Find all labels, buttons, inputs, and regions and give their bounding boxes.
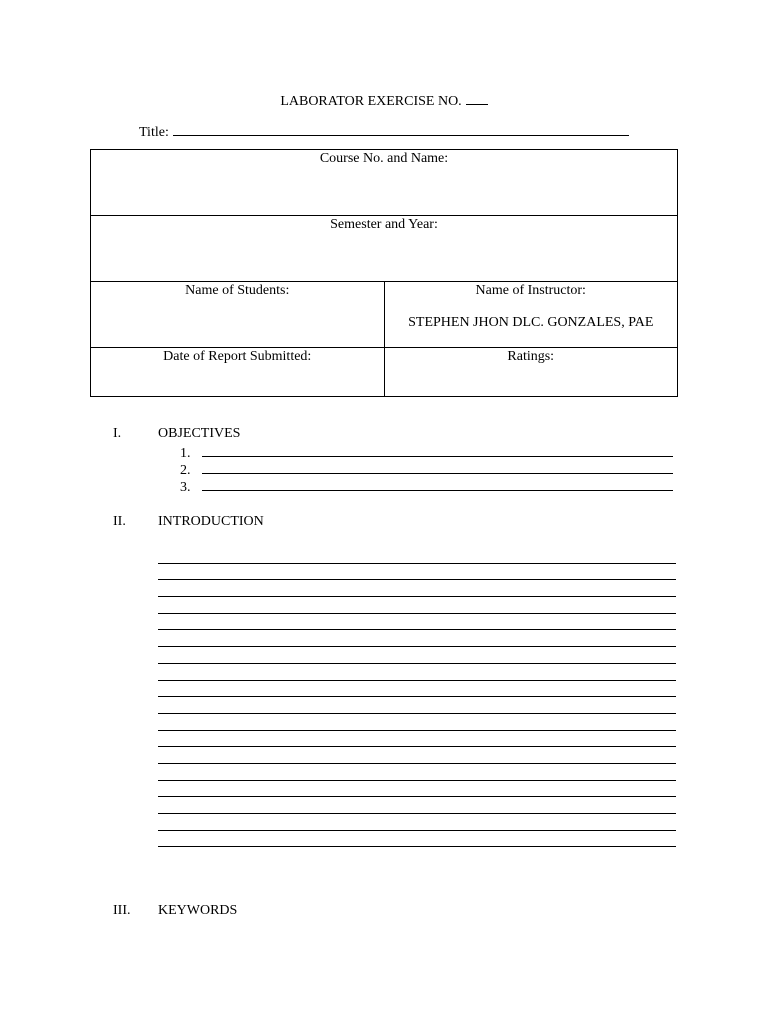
writing-line[interactable] — [158, 647, 676, 664]
title-row — [139, 121, 629, 141]
section-title-objectives: OBJECTIVES — [158, 426, 241, 441]
section-title-keywords: KEYWORDS — [158, 903, 238, 918]
writing-line[interactable] — [158, 597, 676, 614]
writing-line[interactable] — [158, 580, 676, 597]
introduction-lines[interactable] — [158, 547, 676, 847]
writing-line[interactable] — [158, 714, 676, 731]
course-cell[interactable] — [91, 150, 678, 216]
writing-line[interactable] — [158, 764, 676, 781]
instructor-cell[interactable] — [384, 282, 678, 348]
objective-item — [180, 478, 673, 495]
exercise-heading — [0, 93, 768, 110]
course-label: Course No. and Name: — [319, 151, 449, 166]
writing-line[interactable] — [158, 681, 676, 698]
ratings-cell[interactable] — [384, 348, 678, 397]
objective-number: 3. — [180, 480, 191, 495]
writing-line[interactable] — [158, 547, 676, 564]
exercise-heading-text: LABORATOR EXERCISE NO. — [280, 94, 462, 109]
date-cell[interactable] — [91, 348, 385, 397]
objective-blank[interactable] — [202, 478, 673, 491]
instructor-label: Name of Instructor: — [475, 283, 586, 298]
objective-blank[interactable] — [202, 461, 673, 474]
writing-line[interactable] — [158, 630, 676, 647]
objective-item — [180, 461, 673, 478]
section-number-objectives: I. — [113, 426, 122, 441]
writing-line[interactable] — [158, 731, 676, 748]
semester-cell[interactable] — [91, 216, 678, 282]
writing-line[interactable] — [158, 797, 676, 814]
writing-line[interactable] — [158, 747, 676, 764]
objective-blank[interactable] — [202, 444, 673, 457]
objective-item — [180, 444, 673, 461]
info-table — [90, 149, 678, 397]
writing-line[interactable] — [158, 564, 676, 581]
writing-line[interactable] — [158, 831, 676, 848]
title-label: Title: — [139, 125, 169, 140]
section-title-introduction: INTRODUCTION — [158, 514, 264, 529]
writing-line[interactable] — [158, 664, 676, 681]
semester-label: Semester and Year: — [330, 217, 438, 232]
instructor-name: STEPHEN JHON DLC. GONZALES, PAE — [408, 315, 654, 330]
ratings-label: Ratings: — [507, 349, 555, 364]
students-label: Name of Students: — [185, 283, 290, 298]
objective-number: 2. — [180, 463, 191, 478]
exercise-number-blank[interactable] — [466, 93, 488, 105]
section-number-introduction: II. — [113, 514, 126, 529]
writing-line[interactable] — [158, 697, 676, 714]
objective-number: 1. — [180, 446, 191, 461]
date-label: Date of Report Submitted: — [163, 349, 312, 364]
writing-line[interactable] — [158, 614, 676, 631]
section-number-keywords: III. — [113, 903, 131, 918]
writing-line[interactable] — [158, 781, 676, 798]
writing-line[interactable] — [158, 814, 676, 831]
students-cell[interactable] — [91, 282, 385, 348]
title-blank[interactable] — [173, 121, 629, 136]
objectives-list — [180, 444, 673, 495]
